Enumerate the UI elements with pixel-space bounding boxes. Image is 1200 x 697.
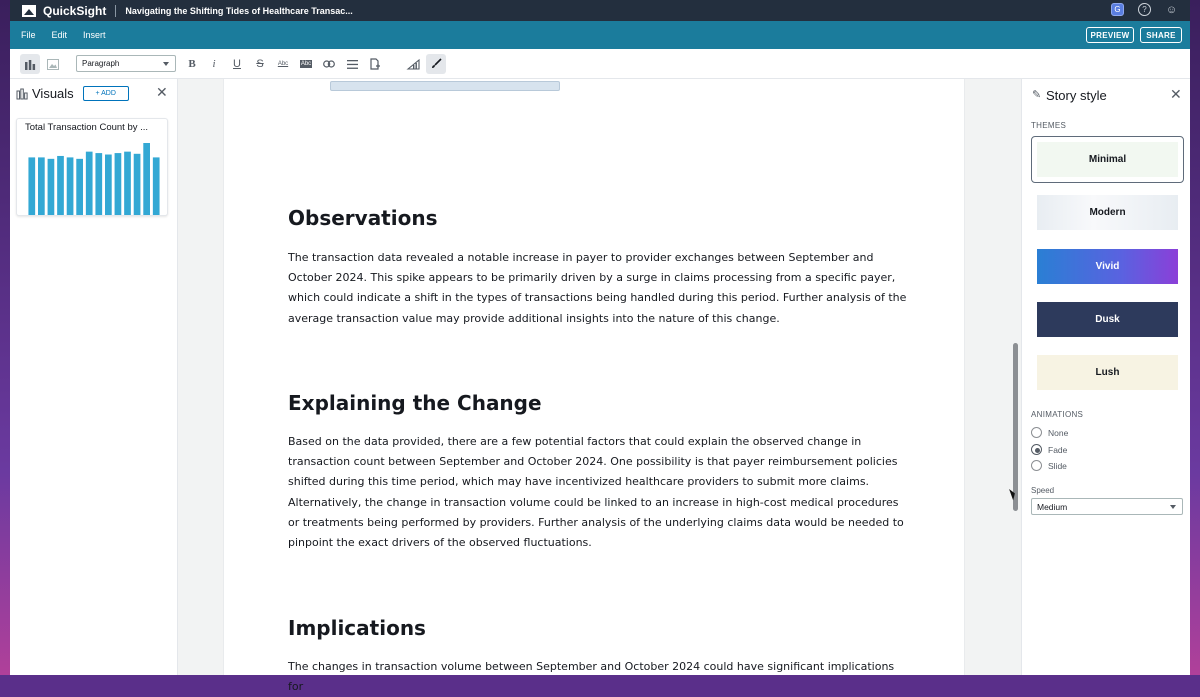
story-style-panel xyxy=(1021,79,1190,675)
bar-chart-icon xyxy=(16,88,28,99)
thumbnail-bar xyxy=(86,152,93,215)
speed-select[interactable] xyxy=(1031,498,1183,515)
link-icon[interactable] xyxy=(319,54,339,74)
visual-card-title: Total Transaction Count by ... xyxy=(25,122,149,133)
text-color-icon[interactable]: Abc xyxy=(277,61,289,67)
user-icon[interactable]: ☺ xyxy=(1165,3,1178,16)
thumbnail-bar xyxy=(48,159,55,215)
insert-block-icon[interactable] xyxy=(365,54,385,74)
menu-edit[interactable]: Edit xyxy=(51,30,68,40)
brush-icon[interactable] xyxy=(426,54,446,74)
chevron-down-icon xyxy=(1170,505,1176,509)
speed-value: Medium xyxy=(1037,501,1068,512)
visuals-panel-toggle-icon[interactable] xyxy=(20,54,40,74)
close-visuals-icon[interactable]: ✕ xyxy=(156,84,168,100)
thumbnail-bar xyxy=(76,159,83,215)
section-body[interactable]: The transaction data revealed a notable increase in payer to provider exchanges between September and October 2024. This spike appears to be primarily driven by a surge in claims processing from a specific payer, which could indicate a shift in the types of transactions being handled during this period. Further analysis of the average transaction value may provide additional insights into the nature of this change. xyxy=(288,251,907,325)
theme-vivid[interactable]: Vivid xyxy=(1037,249,1178,284)
editor-toolbar xyxy=(10,49,1190,79)
thumbnail-bar xyxy=(134,154,141,215)
theme-dusk[interactable]: Dusk xyxy=(1037,302,1178,337)
title-bar xyxy=(10,0,1190,21)
image-icon[interactable] xyxy=(43,54,63,74)
underline-icon[interactable]: U xyxy=(233,58,241,70)
share-button[interactable]: SHARE xyxy=(1140,27,1182,43)
thumbnail-bar xyxy=(57,156,64,215)
paragraph-style-select[interactable] xyxy=(76,55,176,72)
title-bar-actions xyxy=(1111,3,1178,16)
story-page xyxy=(223,79,965,675)
animation-option-label: Fade xyxy=(1048,444,1068,455)
title-separator xyxy=(115,5,116,17)
chevron-down-icon xyxy=(163,62,169,66)
highlight-icon[interactable]: Abc xyxy=(300,61,312,67)
animation-option-fade[interactable] xyxy=(1031,444,1067,455)
speed-label: Speed xyxy=(1031,486,1055,495)
animation-option-slide[interactable] xyxy=(1031,460,1067,471)
data-chart-icon[interactable] xyxy=(403,54,423,74)
animations-label: ANIMATIONS xyxy=(1031,410,1084,419)
extension-icon[interactable]: G xyxy=(1111,3,1124,16)
desktop-edge-right xyxy=(1190,0,1200,675)
close-style-panel-icon[interactable]: ✕ xyxy=(1170,86,1182,102)
visuals-panel-title: Visuals xyxy=(32,86,74,101)
brush-icon: ✎ xyxy=(1032,89,1042,101)
visual-thumbnail-chart xyxy=(27,141,161,215)
thumbnail-bar xyxy=(28,157,35,215)
thumbnail-bar xyxy=(124,152,131,215)
app-name: QuickSight xyxy=(43,3,107,18)
embedded-visual-stub[interactable] xyxy=(330,81,560,91)
paragraph-style-value: Paragraph xyxy=(82,59,120,68)
thumbnail-bar xyxy=(115,153,122,215)
radio-button[interactable] xyxy=(1031,427,1042,438)
italic-icon[interactable]: i xyxy=(212,58,216,70)
app-window xyxy=(10,0,1190,694)
radio-button[interactable] xyxy=(1031,460,1042,471)
document-title[interactable]: Navigating the Shifting Tides of Healthcare Transac... xyxy=(125,5,353,16)
quicksight-logo-icon xyxy=(22,5,36,17)
help-icon[interactable]: ? xyxy=(1138,3,1151,16)
thumbnail-bar xyxy=(95,153,102,215)
section-heading[interactable]: Implications xyxy=(288,616,426,640)
animation-option-label: Slide xyxy=(1048,460,1067,471)
story-style-title: Story style xyxy=(1046,88,1107,103)
theme-lush[interactable]: Lush xyxy=(1037,355,1178,390)
section-body[interactable]: The changes in transaction volume between September and October 2024 could have significant implications for xyxy=(288,660,895,694)
preview-button[interactable]: PREVIEW xyxy=(1086,27,1134,43)
thumbnail-bar xyxy=(143,143,150,215)
menu-bar xyxy=(10,21,1190,49)
thumbnail-bar xyxy=(153,157,160,215)
menu-file[interactable]: File xyxy=(21,30,36,40)
thumbnail-bar xyxy=(38,157,45,215)
menu-insert[interactable]: Insert xyxy=(83,30,106,40)
themes-label: THEMES xyxy=(1031,121,1067,130)
thumbnail-bar xyxy=(105,155,112,215)
strikethrough-icon[interactable]: S xyxy=(256,58,264,70)
desktop-edge-left xyxy=(0,0,10,675)
section-heading[interactable]: Explaining the Change xyxy=(288,391,542,415)
radio-button-checked[interactable] xyxy=(1031,444,1042,455)
bold-icon[interactable]: B xyxy=(188,58,196,70)
visual-card[interactable] xyxy=(16,118,168,216)
align-icon[interactable] xyxy=(342,54,362,74)
theme-modern[interactable]: Modern xyxy=(1037,195,1178,230)
canvas-scrollbar[interactable] xyxy=(1013,343,1018,511)
theme-minimal[interactable]: Minimal xyxy=(1037,142,1178,177)
animation-option-none[interactable] xyxy=(1031,427,1068,438)
section-body[interactable]: Based on the data provided, there are a few potential factors that could explain the observed change in transaction count between September and October 2024. One possibility is that payer reimbursement policies shifted during this time period, which may have incentivized healthcare providers to submit more claims. Alternatively, the change in transaction volume could be linked to an increase in high-cost medical procedures or treatments being performed by providers. Further analysis of the underlying claims data would be needed to pinpoint the exact drivers of the observed fluctuations. xyxy=(288,435,904,550)
thumbnail-bar xyxy=(67,157,74,215)
section-heading[interactable]: Observations xyxy=(288,206,438,230)
add-visual-button[interactable]: + ADD xyxy=(83,86,129,101)
visuals-panel xyxy=(10,79,178,675)
animation-option-label: None xyxy=(1048,427,1069,438)
visuals-panel-header xyxy=(16,86,129,101)
